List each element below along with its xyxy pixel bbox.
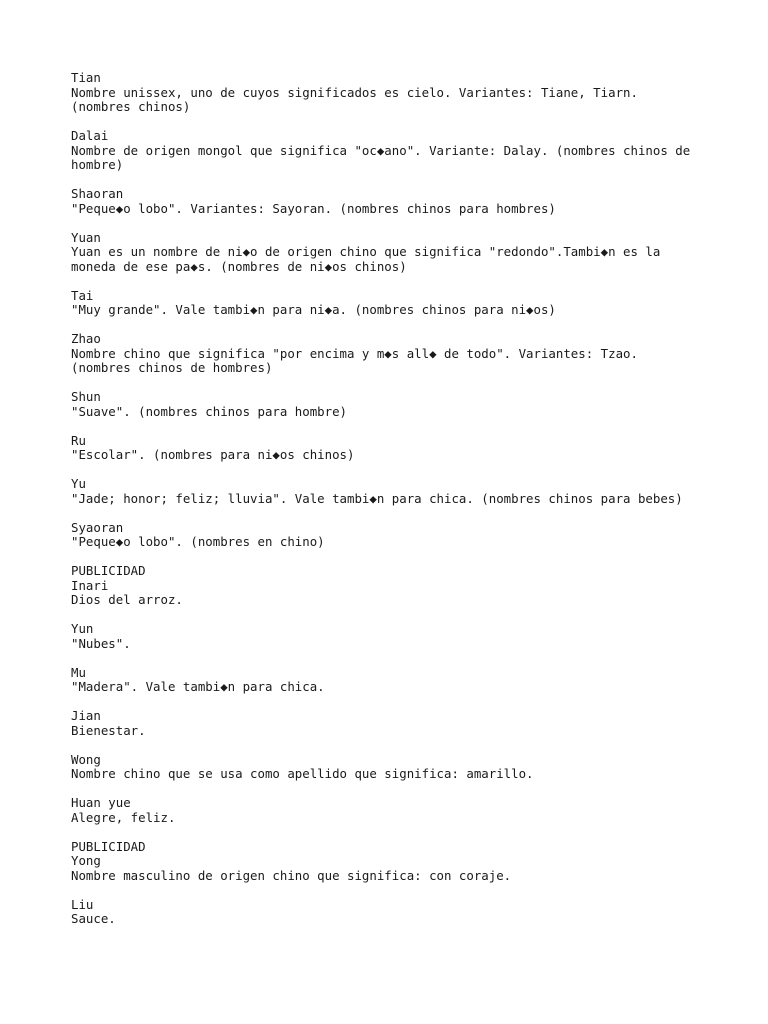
- name-entry: [71, 898, 711, 927]
- entry-text-line: (nombres chinos de hombres): [71, 360, 273, 375]
- entry-text-line: hombre): [71, 157, 124, 172]
- entry-text-line: Sauce.: [71, 911, 116, 926]
- entry-text-line: Dios del arroz.: [71, 592, 183, 607]
- entry-heading: PUBLICIDAD: [71, 838, 146, 854]
- entry-heading: Dalai: [71, 128, 109, 143]
- entry-text-line: "Suave". (nombres chinos para hombre): [71, 403, 348, 419]
- entry-heading: Syaoran: [71, 519, 124, 535]
- entry-heading: Yun: [71, 621, 94, 636]
- entry-text-line: Inari: [71, 577, 109, 593]
- entry-text-line: Nombre masculino de origen chino que significa: con coraje.: [71, 867, 512, 883]
- entry-heading: Mu: [71, 664, 86, 680]
- entry-text-line: moneda de ese pa◆s. (nombres de ni◆os chinos): [71, 258, 407, 274]
- entry-heading: PUBLICIDAD: [71, 563, 146, 578]
- document-page: [71, 71, 711, 941]
- name-entry: [71, 289, 711, 318]
- entry-heading: Ru: [71, 432, 86, 448]
- entry-heading: Zhao: [71, 331, 101, 346]
- name-entry: [71, 840, 711, 884]
- entry-text-line: "Jade; honor; feliz; lluvia". Vale tambi◆n para chica. (nombres chinos para bebes): [71, 490, 683, 506]
- name-entry: [71, 564, 711, 608]
- entry-text-line: Nombre unissex, uno de cuyos significados es cielo. Variantes: Tiane, Tiarn.: [71, 84, 638, 100]
- entry-heading: Yu: [71, 476, 86, 491]
- entry-text-line: Yuan es un nombre de ni◆o de origen chino que significa "redondo".Tambi◆n es la: [71, 244, 661, 259]
- name-entry: [71, 622, 711, 651]
- name-entry: [71, 231, 711, 275]
- name-entry: [71, 521, 711, 550]
- entry-text-line: Bienestar.: [71, 722, 146, 738]
- entry-heading: Huan yue: [71, 795, 131, 810]
- name-entry: [71, 666, 711, 695]
- entry-text-line: "Peque◆o lobo". Variantes: Sayoran. (nombres chinos para hombres): [71, 200, 556, 216]
- entry-heading: Shun: [71, 389, 101, 404]
- name-entry: [71, 796, 711, 825]
- name-entry: [71, 129, 711, 173]
- entry-heading: Jian: [71, 708, 101, 723]
- entry-heading: Wong: [71, 751, 101, 767]
- entry-heading: Tian: [71, 70, 101, 85]
- entry-heading: Liu: [71, 896, 94, 912]
- entry-text-line: (nombres chinos): [71, 99, 191, 114]
- name-entry: [71, 434, 711, 463]
- entry-text-line: "Madera". Vale tambi◆n para chica.: [71, 679, 325, 694]
- entry-text-line: "Nubes".: [71, 635, 131, 651]
- entry-text-line: Nombre chino que significa "por encima y m◆s all◆ de todo". Variantes: Tzao.: [71, 345, 638, 361]
- entry-text-line: Yong: [71, 853, 101, 868]
- name-entry: [71, 709, 711, 738]
- name-entry: [71, 71, 711, 115]
- entry-text-line: "Muy grande". Vale tambi◆n para ni◆a. (nombres chinos para ni◆os): [71, 302, 556, 317]
- entry-text-line: "Peque◆o lobo". (nombres en chino): [71, 534, 325, 549]
- entry-text-line: Alegre, feliz.: [71, 809, 176, 825]
- name-entry: [71, 477, 711, 506]
- entry-text-line: Nombre de origen mongol que significa "oc◆ano". Variante: Dalay. (nombres chinos de: [71, 142, 691, 158]
- entry-text-line: "Escolar". (nombres para ni◆os chinos): [71, 447, 355, 462]
- name-entry: [71, 332, 711, 376]
- entry-heading: Tai: [71, 287, 94, 303]
- name-entry: [71, 390, 711, 419]
- entry-heading: Yuan: [71, 229, 101, 245]
- entry-text-line: Nombre chino que se usa como apellido que significa: amarillo.: [71, 766, 534, 781]
- entry-heading: Shaoran: [71, 186, 124, 201]
- name-entry: [71, 187, 711, 216]
- name-entry: [71, 753, 711, 782]
